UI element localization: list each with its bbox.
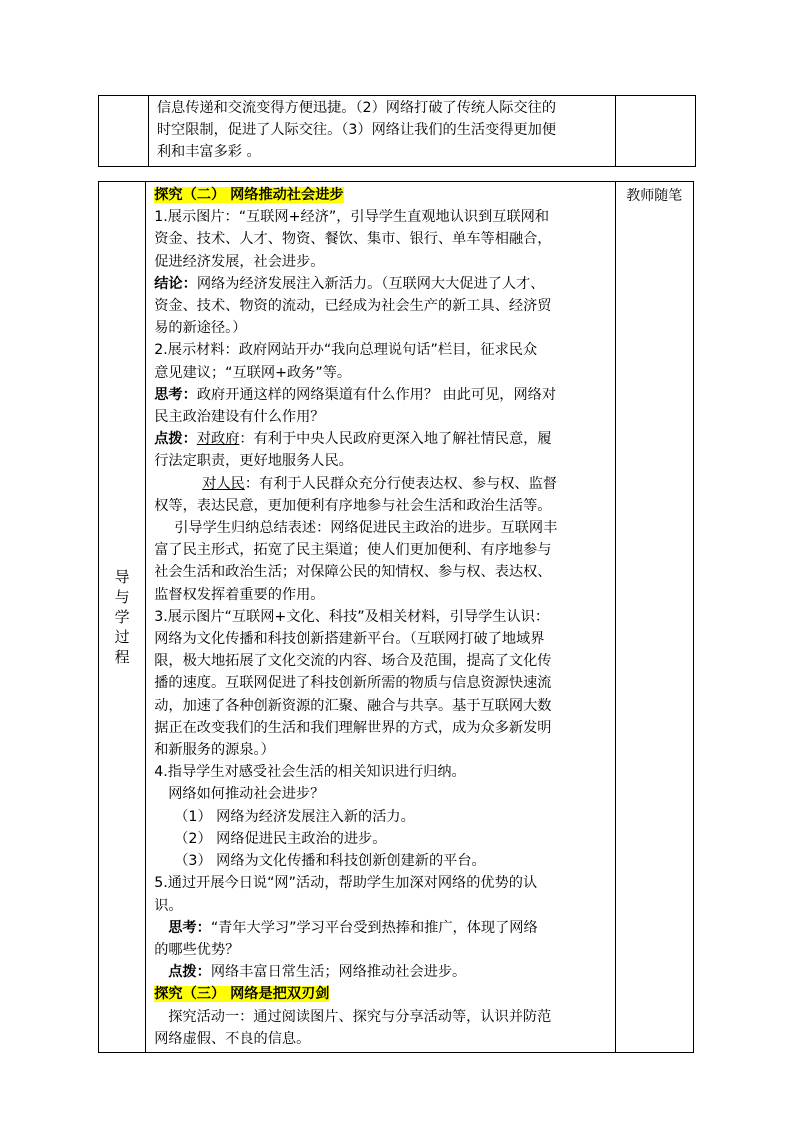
question-line: 网络如何推动社会进步？ [168,786,325,803]
think-label: 思考： [168,919,211,936]
people-label: 对人民 [202,475,245,492]
side-label-char: 学 [114,607,130,626]
top-table [98,95,696,167]
top-content-cell [148,96,615,167]
notes-header: 教师随笔 [626,188,683,204]
text-span: 网络丰富日常生活；网络推动社会进步。 [210,964,467,981]
point-line: （2） 网络促进民主政治的进步。 [174,830,387,847]
text-line: 民主政治建设有什么作用？ [154,409,325,426]
content-cell [146,182,615,1053]
text-line: 信息传递和交流变得方便迅捷。（2）网络打破了传统人际交往的 [156,100,557,116]
govt-label: 对政府 [196,431,240,448]
text-line: 网络为文化传播和科技创新搭建新平台。（互联网打破了地域界 [154,631,545,648]
conclusion-label: 结论： [154,275,197,292]
section-title: 探究（三） 网络是把双刃剑 [154,986,330,1003]
text-line: 识。 [154,897,183,914]
text-span: ：有利于中央人民政府更深入地了解社情民意，履 [239,431,552,448]
text-line: 时空限制，促进了人际交往。（3）网络让我们的生活变得更加便 [156,122,557,139]
text-line: 引导学生归纳总结表述：网络促进民主政治的进步。互联网丰 [174,520,558,537]
text-line: 限，极大地拓展了文化交流的内容、场合及范围，提高了文化传 [154,653,552,670]
section-title: 探究（二） 网络推动社会进步 [154,187,344,203]
text-line: 4.指导学生对感受社会生活的相关知识进行归纳。 [154,764,466,781]
text-line: 据正在改变我们的生活和我们理解世界的方式，成为众多新发明 [154,719,552,736]
text-line: 资金、技术、物资的流动，已经成为社会生产的新工具、经济贸 [154,298,552,315]
text-line: 2.展示材料：政府网站开办“我向总理说句话”栏目，征求民众 [154,342,538,359]
text-line: 动，加速了各种创新资源的汇聚、融合与共享。基于互联网大数 [154,697,552,714]
text-line: 1.展示图片：“互联网+经济”，引导学生直观地认识到互联网和 [154,209,550,226]
top-notes-cell [615,96,695,167]
text-line: 资金、技术、人才、物资、餐饮、集市、银行、单车等相融合， [154,231,552,248]
side-label-char: 与 [114,587,130,606]
text-line: 3.展示图片“互联网+文化、科技”及相关材料，引导学生认识： [154,608,550,625]
text-line: 富了民主形式，拓宽了民主渠道；使人们更加便利、有序地参与 [154,542,552,559]
main-table [98,181,694,1053]
text-line: 易的新途径。） [154,320,247,337]
text-line: 促进经济发展，社会进步。 [154,253,325,270]
hint-label: 点拨： [168,964,211,981]
text-line: 权等，表达民意，更加便利有序地参与社会生活和政治生活等。 [154,497,552,514]
side-label-cell [99,182,146,1053]
side-label-char: 程 [114,647,130,666]
text-span: “青年大学习”学习平台受到热捧和推广，体现了网络 [210,919,538,936]
point-line: （3） 网络为文化传播和科技创新创建新的平台。 [174,853,486,870]
text-line: 的哪些优势？ [154,941,240,958]
text-span: 政府开通这样的网络渠道有什么作用？ 由此可见，网络对 [196,386,557,403]
text-line: 5.通过开展今日说“网”活动，帮助学生加深对网络的优势的认 [154,875,538,892]
point-line: （1） 网络为经济发展注入新的活力。 [174,808,415,825]
top-label-cell [99,96,149,167]
text-line: 社会生活和政治生活；对保障公民的知情权、参与权、表达权、 [154,564,552,581]
text-line: 探究活动一：通过阅读图片、探究与分享活动等，认识并防范 [168,1008,552,1025]
think-label: 思考： [154,386,197,403]
hint-label: 点拨： [154,431,197,448]
text-line: 和新服务的源泉。） [154,742,275,759]
text-line: 监督权发挥着重要的作用。 [154,586,325,603]
text-line: 播的速度。互联网促进了科技创新所需的物质与信息资源快速流 [154,675,552,692]
text-line: 意见建议；“互联网+政务”等。 [154,364,352,381]
text-line: 网络虚假、不良的信息。 [154,1030,311,1047]
text-line: 利和丰富多彩 。 [156,144,261,161]
text-line: 行法定职责，更好地服务人民。 [154,453,353,470]
side-label-char: 过 [114,627,130,646]
text-span: ：有利于人民群众充分行使表达权、参与权、监督 [244,475,557,492]
text-span: 网络为经济发展注入新活力。（互联网大大促进了人才、 [196,275,545,292]
side-label-char: 导 [114,567,130,586]
notes-cell [615,182,693,1053]
